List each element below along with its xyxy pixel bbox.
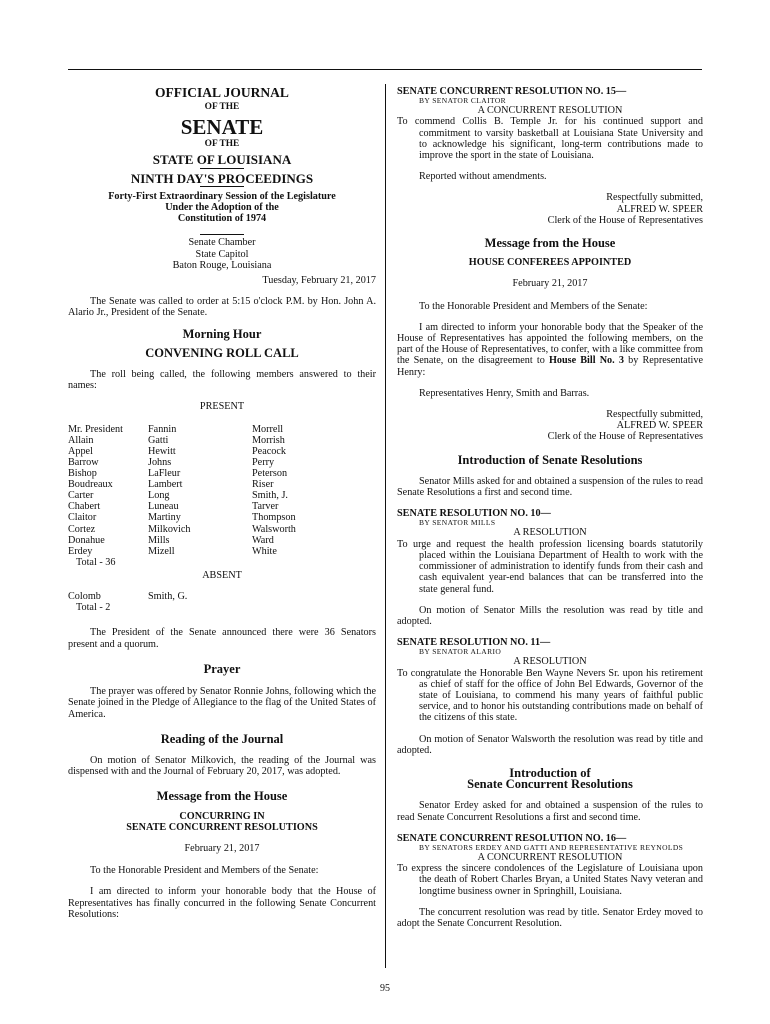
sr10-text: To urge and request the health profession licensing boards statutorily placed within the Louisiana Department of Health to work with the commissioner of administration to identify funds from their cash and cash equivalent year-end balances that can be transferred into the state general fund.	[397, 538, 703, 595]
page-number: 95	[380, 983, 390, 994]
message1-text: I am directed to inform your honorable body that the House of Representatives has finally concurred in the following Senate Concurrent Resolutions:	[68, 886, 376, 920]
message2-date: February 21, 2017	[512, 278, 588, 290]
senator-name: Walsworth	[252, 523, 296, 535]
present-column-2	[148, 424, 252, 557]
scr16-kind: A CONCURRENT RESOLUTION	[477, 851, 623, 863]
scr15-reported: Reported without amendments.	[419, 171, 547, 183]
senator-name: Cortez	[68, 523, 96, 535]
message1-salutation: To the Honorable President and Members of the Senate:	[90, 865, 319, 877]
sr10-sponsor: BY SENATOR MILLS	[419, 518, 496, 528]
message1-sub-2: SENATE CONCURRENT RESOLUTIONS	[126, 821, 318, 833]
senator-name: Appel	[68, 445, 93, 457]
journal-title: OFFICIAL JOURNAL	[155, 85, 289, 100]
senator-name: Bishop	[68, 468, 97, 480]
journal-of-2: OF THE	[204, 139, 240, 150]
scr16-motion: The concurrent resolution was read by title. Senator Erdey moved to adopt the Senate Concurrent Resolution.	[397, 906, 703, 929]
intro-scr-heading-1: Introduction of	[509, 765, 591, 780]
senator-name: Hewitt	[148, 445, 176, 457]
senator-name: Chabert	[68, 501, 101, 513]
senator-name: Smith, J.	[252, 490, 288, 502]
senator-name: Ward	[252, 534, 274, 546]
roll-call-heading: CONVENING ROLL CALL	[145, 345, 299, 360]
scr16-sponsor: BY SENATORS ERDEY AND GATTI AND REPRESENTATIVE REYNOLDS	[419, 842, 684, 852]
sr11-sponsor: BY SENATOR ALARIO	[419, 647, 502, 657]
message2-sub: HOUSE CONFEREES APPOINTED	[468, 257, 632, 269]
message2-text-b: by Representative Henry:	[397, 355, 703, 378]
senator-name: Fannin	[148, 423, 177, 435]
senator-name: Mills	[148, 534, 170, 546]
message2-sig-3: Clerk of the House of Representatives	[547, 431, 703, 443]
session-line-1: Forty-First Extraordinary Session of the Legislature	[108, 190, 336, 202]
absent-member-1: Colomb	[68, 591, 101, 603]
intro-scr-text: Senator Erdey asked for and obtained a suspension of the rules to read Senate Concurrent Resolutions a first and second time.	[397, 800, 703, 823]
short-rule	[200, 168, 244, 169]
message2-sig-1: Respectfully submitted,	[606, 409, 703, 421]
journal-state: STATE OF LOUISIANA	[152, 152, 292, 168]
senator-name: Erdey	[68, 545, 93, 557]
day-proceedings: NINTH DAY'S PROCEEDINGS	[130, 170, 314, 186]
session-line-2: Under the Adoption of the	[165, 202, 279, 214]
sr11-motion: On motion of Senator Walsworth the resolution was read by title and adopted.	[397, 733, 703, 756]
intro-scr-heading-2: Senate Concurrent Resolutions	[467, 777, 633, 792]
senator-name: Carter	[68, 490, 94, 502]
left-column	[68, 86, 376, 920]
sr11-text: To congratulate the Honorable Ben Wayne Nevers Sr. upon his retirement as chief of staff for the office of John Bel Edwards, Governor of the state of Louisiana, to commend his many years of faithful public service, and to honor his outstanding contributions made on behalf of the citizens of this state.	[397, 667, 703, 724]
column-divider	[385, 84, 386, 968]
senator-name: Riser	[252, 479, 274, 491]
senator-name: Luneau	[148, 501, 179, 513]
message2-members: Representatives Henry, Smith and Barras.	[419, 387, 590, 399]
absent-member-2: Smith, G.	[148, 591, 188, 603]
senator-name: Mr. President	[68, 423, 123, 435]
place-line-2: State Capitol	[195, 248, 249, 260]
intro-sr-heading: Introduction of Senate Resolutions	[457, 452, 643, 467]
senator-name: Johns	[148, 456, 172, 468]
senator-name: Gatti	[148, 434, 169, 446]
reading-heading: Reading of the Journal	[160, 731, 284, 746]
scr15-sig-1: Respectfully submitted,	[606, 192, 703, 204]
message2-text	[397, 322, 703, 378]
sr10-kind: A RESOLUTION	[513, 527, 587, 539]
session-line-3: Constitution of 1974	[177, 213, 267, 225]
senator-name: Long	[148, 490, 170, 502]
senator-name: Peterson	[252, 468, 288, 480]
senator-name: Thompson	[252, 512, 296, 524]
scr16-text: To express the sincere condolences of the Legislature of Louisiana upon the death of Robert Charles Bryan, a United States Navy veteran and longtime business owner in Springhill, Louisiana.	[397, 863, 703, 897]
present-label: PRESENT	[199, 401, 245, 413]
senator-name: Morrell	[252, 423, 284, 435]
journal-senate: SENATE	[180, 115, 264, 140]
message-house-heading-1: Message from the House	[156, 789, 288, 804]
message2-salutation: To the Honorable President and Members of the Senate:	[419, 300, 648, 312]
senator-name: Tarver	[252, 501, 279, 513]
senator-name: White	[252, 545, 277, 557]
sr11-title: SENATE RESOLUTION NO. 11—	[397, 637, 551, 649]
scr15-sponsor: BY SENATOR CLAITOR	[419, 96, 507, 106]
quorum-text: The President of the Senate announced there were 36 Senators present and a quorum.	[68, 627, 376, 650]
short-rule	[200, 234, 244, 235]
senator-name: Donahue	[68, 534, 105, 546]
prayer-text: The prayer was offered by Senator Ronnie Johns, following which the Senate joined in the Pledge of Allegiance to the flag of the United States of America.	[68, 686, 376, 720]
senator-name: Milkovich	[148, 523, 191, 535]
present-column-1	[68, 424, 148, 557]
present-total: Total - 36	[76, 556, 116, 568]
sr10-motion: On motion of Senator Mills the resolution was read by title and adopted.	[397, 604, 703, 627]
journal-date: Tuesday, February 21, 2017	[262, 275, 376, 287]
senator-name: Claitor	[68, 512, 97, 524]
senator-name: Lambert	[148, 479, 183, 491]
scr15-sig-3: Clerk of the House of Representatives	[547, 214, 703, 226]
intro-sr-text: Senator Mills asked for and obtained a suspension of the rules to read Senate Resolutions a first and second time.	[397, 475, 703, 499]
scr16-title: SENATE CONCURRENT RESOLUTION NO. 16—	[397, 832, 627, 844]
senator-name: Allain	[68, 434, 94, 446]
house-bill-ref: House Bill No. 3	[548, 355, 624, 367]
sr11-kind: A RESOLUTION	[513, 656, 587, 668]
place-line-3: Baton Rouge, Louisiana	[172, 259, 272, 271]
message1-date: February 21, 2017	[184, 842, 260, 854]
right-column	[397, 86, 703, 929]
scr15-sig-2: ALFRED W. SPEER	[616, 203, 703, 215]
senator-name: Mizell	[148, 545, 175, 557]
absent-label: ABSENT	[202, 569, 242, 581]
message2-sig-2: ALFRED W. SPEER	[616, 420, 703, 432]
top-rule	[68, 69, 702, 70]
message2-text-a: I am directed to inform your honorable body that the Speaker of the House of Representatives has appointed the following members, on the part of the House of Representatives, to confer, with a like committee from the Senate, on the disagreement to	[397, 321, 703, 367]
senator-name: Barrow	[68, 456, 99, 468]
senator-name: Peacock	[252, 445, 286, 457]
message-house-heading-2: Message from the House	[484, 236, 616, 251]
call-to-order: The Senate was called to order at 5:15 o'clock P.M. by Hon. John A. Alario Jr., President of the Senate.	[68, 296, 376, 319]
roll-call-intro: The roll being called, the following members answered to their names:	[68, 369, 376, 392]
short-rule	[200, 186, 244, 187]
absent-total: Total - 2	[76, 602, 111, 614]
absent-roster	[68, 591, 376, 602]
morning-hour-heading: Morning Hour	[182, 326, 262, 341]
senator-name: Morrish	[252, 434, 285, 446]
scr15-text: To commend Collis B. Temple Jr. for his continued support and commitment to varsity basketball at Louisiana State University and to acknowledge his significant, long-term contributions made to improve the sport in the state of Louisiana.	[397, 116, 703, 162]
scr15-title: SENATE CONCURRENT RESOLUTION NO. 15—	[397, 86, 627, 97]
place-line-1: Senate Chamber	[188, 237, 256, 249]
scr15-kind: A CONCURRENT RESOLUTION	[477, 105, 623, 117]
sr10-title: SENATE RESOLUTION NO. 10—	[397, 508, 551, 520]
reading-text: On motion of Senator Milkovich, the reading of the Journal was dispensed with and the Journal of February 20, 2017, was adopted.	[68, 754, 376, 778]
journal-of-1: OF THE	[204, 102, 240, 112]
message1-sub-1: CONCURRING IN	[179, 810, 265, 822]
senator-name: Martiny	[148, 512, 181, 524]
senator-name: LaFleur	[148, 468, 181, 480]
senator-name: Perry	[252, 456, 275, 468]
prayer-heading: Prayer	[203, 661, 241, 676]
present-column-3	[252, 424, 352, 557]
present-roster	[68, 424, 376, 557]
senator-name: Boudreaux	[68, 479, 113, 491]
